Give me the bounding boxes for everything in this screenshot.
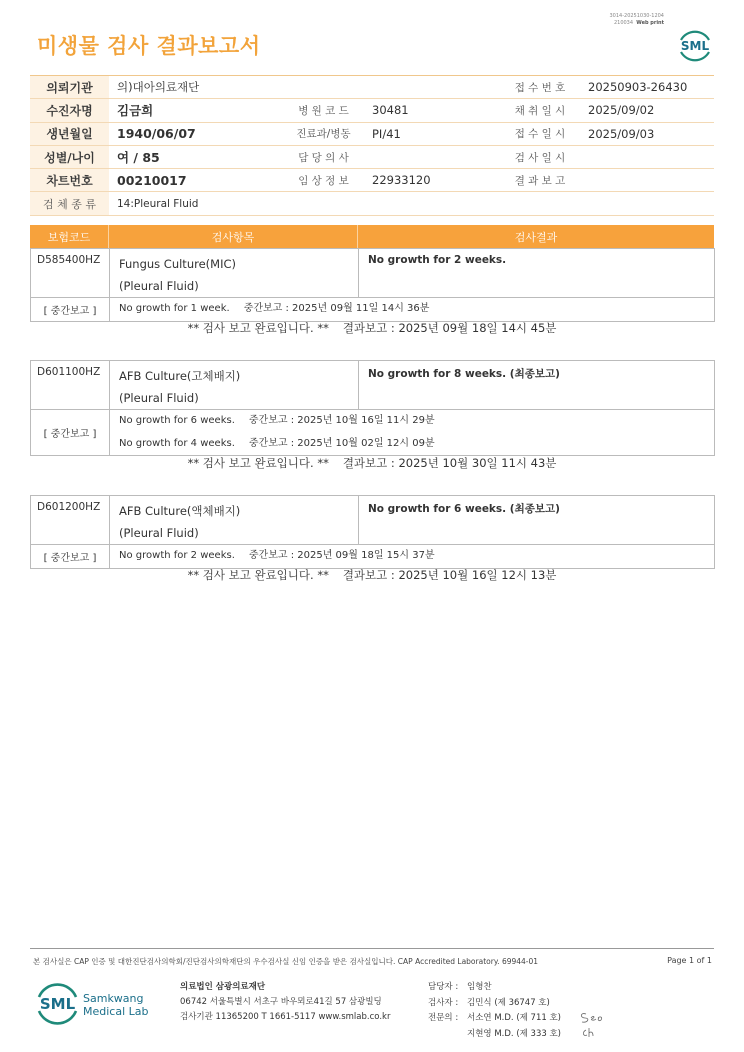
value-hospital-code: 30481 xyxy=(364,99,500,122)
interim-text: No growth for 6 weeks. xyxy=(119,415,235,426)
value-doctor xyxy=(364,145,500,168)
label-doctor: 담 당 의 사 xyxy=(283,145,364,168)
test-item-name: AFB Culture(고체배지) xyxy=(119,369,241,383)
value-result-report xyxy=(580,169,714,192)
staff-name: 김민식 (제 36747 호) xyxy=(467,997,550,1008)
staff-row xyxy=(428,996,561,1012)
interim-entry xyxy=(119,410,705,433)
interim-time: 중간보고 : 2025년 10월 16일 11시 29분 xyxy=(248,415,435,426)
label-test-date: 검 사 일 시 xyxy=(500,145,580,168)
staff-name: 지현영 M.D. (제 333 호) xyxy=(467,1028,562,1039)
complete-text: ** 검사 보고 완료입니다. ** xyxy=(187,321,329,335)
interim-text: No growth for 4 weeks. xyxy=(119,437,235,449)
interim-values xyxy=(110,545,715,569)
table-row xyxy=(31,410,715,456)
complete-text: ** 검사 보고 완료입니다. ** xyxy=(187,568,329,582)
web-print-label: Web print xyxy=(636,20,664,26)
value-received-date: 2025/09/03 xyxy=(580,122,714,145)
org-name: 의료법인 삼광의료재단 xyxy=(180,982,266,992)
test-item-name: Fungus Culture(MIC) xyxy=(119,257,236,271)
value-accession-no: 20250903-26430 xyxy=(580,76,714,99)
label-accession-no: 접 수 번 호 xyxy=(500,76,580,99)
staff-row xyxy=(428,1011,561,1027)
staff-name: 서소연 M.D. (제 711 호) xyxy=(467,1013,562,1023)
staff-label: 전문의 : xyxy=(428,1013,459,1023)
header-code: 보험코드 xyxy=(30,225,109,248)
table-row xyxy=(31,361,715,410)
final-report-time: 결과보고 : 2025년 10월 30일 11시 43분 xyxy=(342,456,557,470)
interim-entry xyxy=(119,433,705,456)
interim-time: 중간보고 : 2025년 09월 11일 14시 36분 xyxy=(243,303,430,314)
staff-info xyxy=(428,980,561,1042)
print-id-line1: 3014-20251030-1204 xyxy=(609,13,664,19)
interim-values xyxy=(110,298,715,322)
interim-label: [ 중간보고 ] xyxy=(31,298,110,322)
interim-label: [ 중간보고 ] xyxy=(31,410,110,456)
label-specimen-type: 검 체 종 류 xyxy=(30,192,109,215)
interim-time: 중간보고 : 2025년 10월 02일 12시 09분 xyxy=(248,437,435,449)
value-birth-date: 1940/06/07 xyxy=(109,122,283,145)
label-result-report: 결 과 보 고 xyxy=(500,169,580,192)
label-department: 진료과/병동 xyxy=(283,122,364,145)
table-row xyxy=(31,298,715,322)
value-chart-no: 00210017 xyxy=(109,169,283,192)
value-clinical-info: 22933120 xyxy=(364,169,500,192)
header-result: 검사결과 xyxy=(514,230,558,244)
logo-name-line2: Medical Lab xyxy=(83,1005,149,1018)
samkwang-logo-icon xyxy=(36,979,156,1029)
header-item: 검사항목 xyxy=(109,225,358,248)
accreditation-note: 본 검사실은 CAP 인증 및 대한진단검사의학회/진단검사의학재단의 우수검사실 신임 인증을 받은 검사실입니다. CAP Accredited Laboratory. 69944-01 xyxy=(33,957,539,966)
value-empty xyxy=(364,76,500,99)
logo-name-line1: Samkwang xyxy=(83,992,144,1005)
test-item-specimen: (Pleural Fluid) xyxy=(119,279,199,293)
test-item xyxy=(110,361,359,410)
staff-label: 담당자 : xyxy=(428,982,459,992)
label-collection-date: 채 취 일 시 xyxy=(500,99,580,122)
org-address: 06742 서울특별시 서초구 바우뫼로41길 57 삼광빌딩 xyxy=(180,997,382,1007)
info-row xyxy=(30,192,714,215)
value-collection-date: 2025/09/02 xyxy=(580,99,714,122)
table-row xyxy=(31,249,715,298)
staff-name: 임형찬 xyxy=(467,982,492,992)
test-item xyxy=(110,249,359,298)
interim-label: [ 중간보고 ] xyxy=(31,545,110,569)
test-code: D585400HZ xyxy=(31,249,110,298)
label-requester: 의뢰기관 xyxy=(30,76,109,99)
report-complete xyxy=(30,567,714,583)
page-number: Page 1 of 1 xyxy=(667,956,712,965)
info-row xyxy=(30,76,714,99)
info-row xyxy=(30,122,714,145)
test-block xyxy=(30,360,715,456)
staff-label: 검사자 : xyxy=(428,997,459,1008)
label-patient-name: 수진자명 xyxy=(30,99,109,122)
test-item-specimen: (Pleural Fluid) xyxy=(119,391,199,405)
signature-icon xyxy=(578,1008,608,1040)
print-id xyxy=(609,13,664,27)
test-code: D601100HZ xyxy=(31,361,110,410)
label-empty xyxy=(283,76,364,99)
test-item-name: AFB Culture(액체배지) xyxy=(119,504,241,518)
value-test-date xyxy=(580,145,714,168)
table-row xyxy=(31,496,715,545)
organization-info xyxy=(180,980,390,1025)
label-received-date: 접 수 일 시 xyxy=(500,122,580,145)
logo-text: SML xyxy=(680,39,710,53)
info-row xyxy=(30,169,714,192)
test-block xyxy=(30,248,715,322)
footer-divider xyxy=(30,948,714,949)
info-row xyxy=(30,99,714,122)
interim-text: No growth for 2 weeks. xyxy=(119,550,235,561)
label-hospital-code: 병 원 코 드 xyxy=(283,99,364,122)
test-code: D601200HZ xyxy=(31,496,110,545)
logo-mark-text: SML xyxy=(39,995,76,1013)
staff-row xyxy=(428,1027,561,1043)
results-header xyxy=(30,225,714,248)
test-item-specimen: (Pleural Fluid) xyxy=(119,526,199,540)
test-result: No growth for 2 weeks. xyxy=(359,249,715,298)
complete-text: ** 검사 보고 완료입니다. ** xyxy=(187,456,329,470)
org-contact: 검사기관 11365200 T 1661-5117 www.smlab.co.kr xyxy=(180,1012,391,1022)
final-report-time: 결과보고 : 2025년 10월 16일 12시 13분 xyxy=(342,568,557,582)
page-title: 미생물 검사 결과보고서 xyxy=(37,34,261,58)
sml-logo-icon xyxy=(676,26,714,64)
test-block xyxy=(30,495,715,569)
table-row xyxy=(31,545,715,569)
patient-info-table xyxy=(30,75,714,216)
interim-entry xyxy=(119,545,705,568)
label-sex-age: 성별/나이 xyxy=(30,145,109,168)
final-report-time: 결과보고 : 2025년 09월 18일 14시 45분 xyxy=(342,321,557,335)
report-complete xyxy=(30,455,714,471)
value-patient-name: 김금희 xyxy=(109,99,283,122)
print-id-code: 210034 xyxy=(613,20,634,26)
label-clinical-info: 임 상 정 보 xyxy=(283,169,364,192)
test-result: No growth for 8 weeks. (최종보고) xyxy=(359,361,715,410)
test-item xyxy=(110,496,359,545)
interim-time: 중간보고 : 2025년 09월 18일 15시 37분 xyxy=(248,550,435,561)
label-chart-no: 차트번호 xyxy=(30,169,109,192)
value-department: PI/41 xyxy=(364,122,500,145)
value-requester: 의)대아의료재단 xyxy=(109,76,283,99)
interim-values xyxy=(110,410,715,456)
label-birth-date: 생년월일 xyxy=(30,122,109,145)
interim-text: No growth for 1 week. xyxy=(119,303,230,314)
value-sex-age: 여 / 85 xyxy=(109,145,283,168)
interim-entry xyxy=(119,298,705,321)
test-result: No growth for 6 weeks. (최종보고) xyxy=(359,496,715,545)
staff-row xyxy=(428,980,561,996)
staff-label xyxy=(428,1027,467,1043)
value-specimen-type: 14:Pleural Fluid xyxy=(109,192,714,215)
info-row xyxy=(30,145,714,168)
report-complete xyxy=(30,320,714,336)
